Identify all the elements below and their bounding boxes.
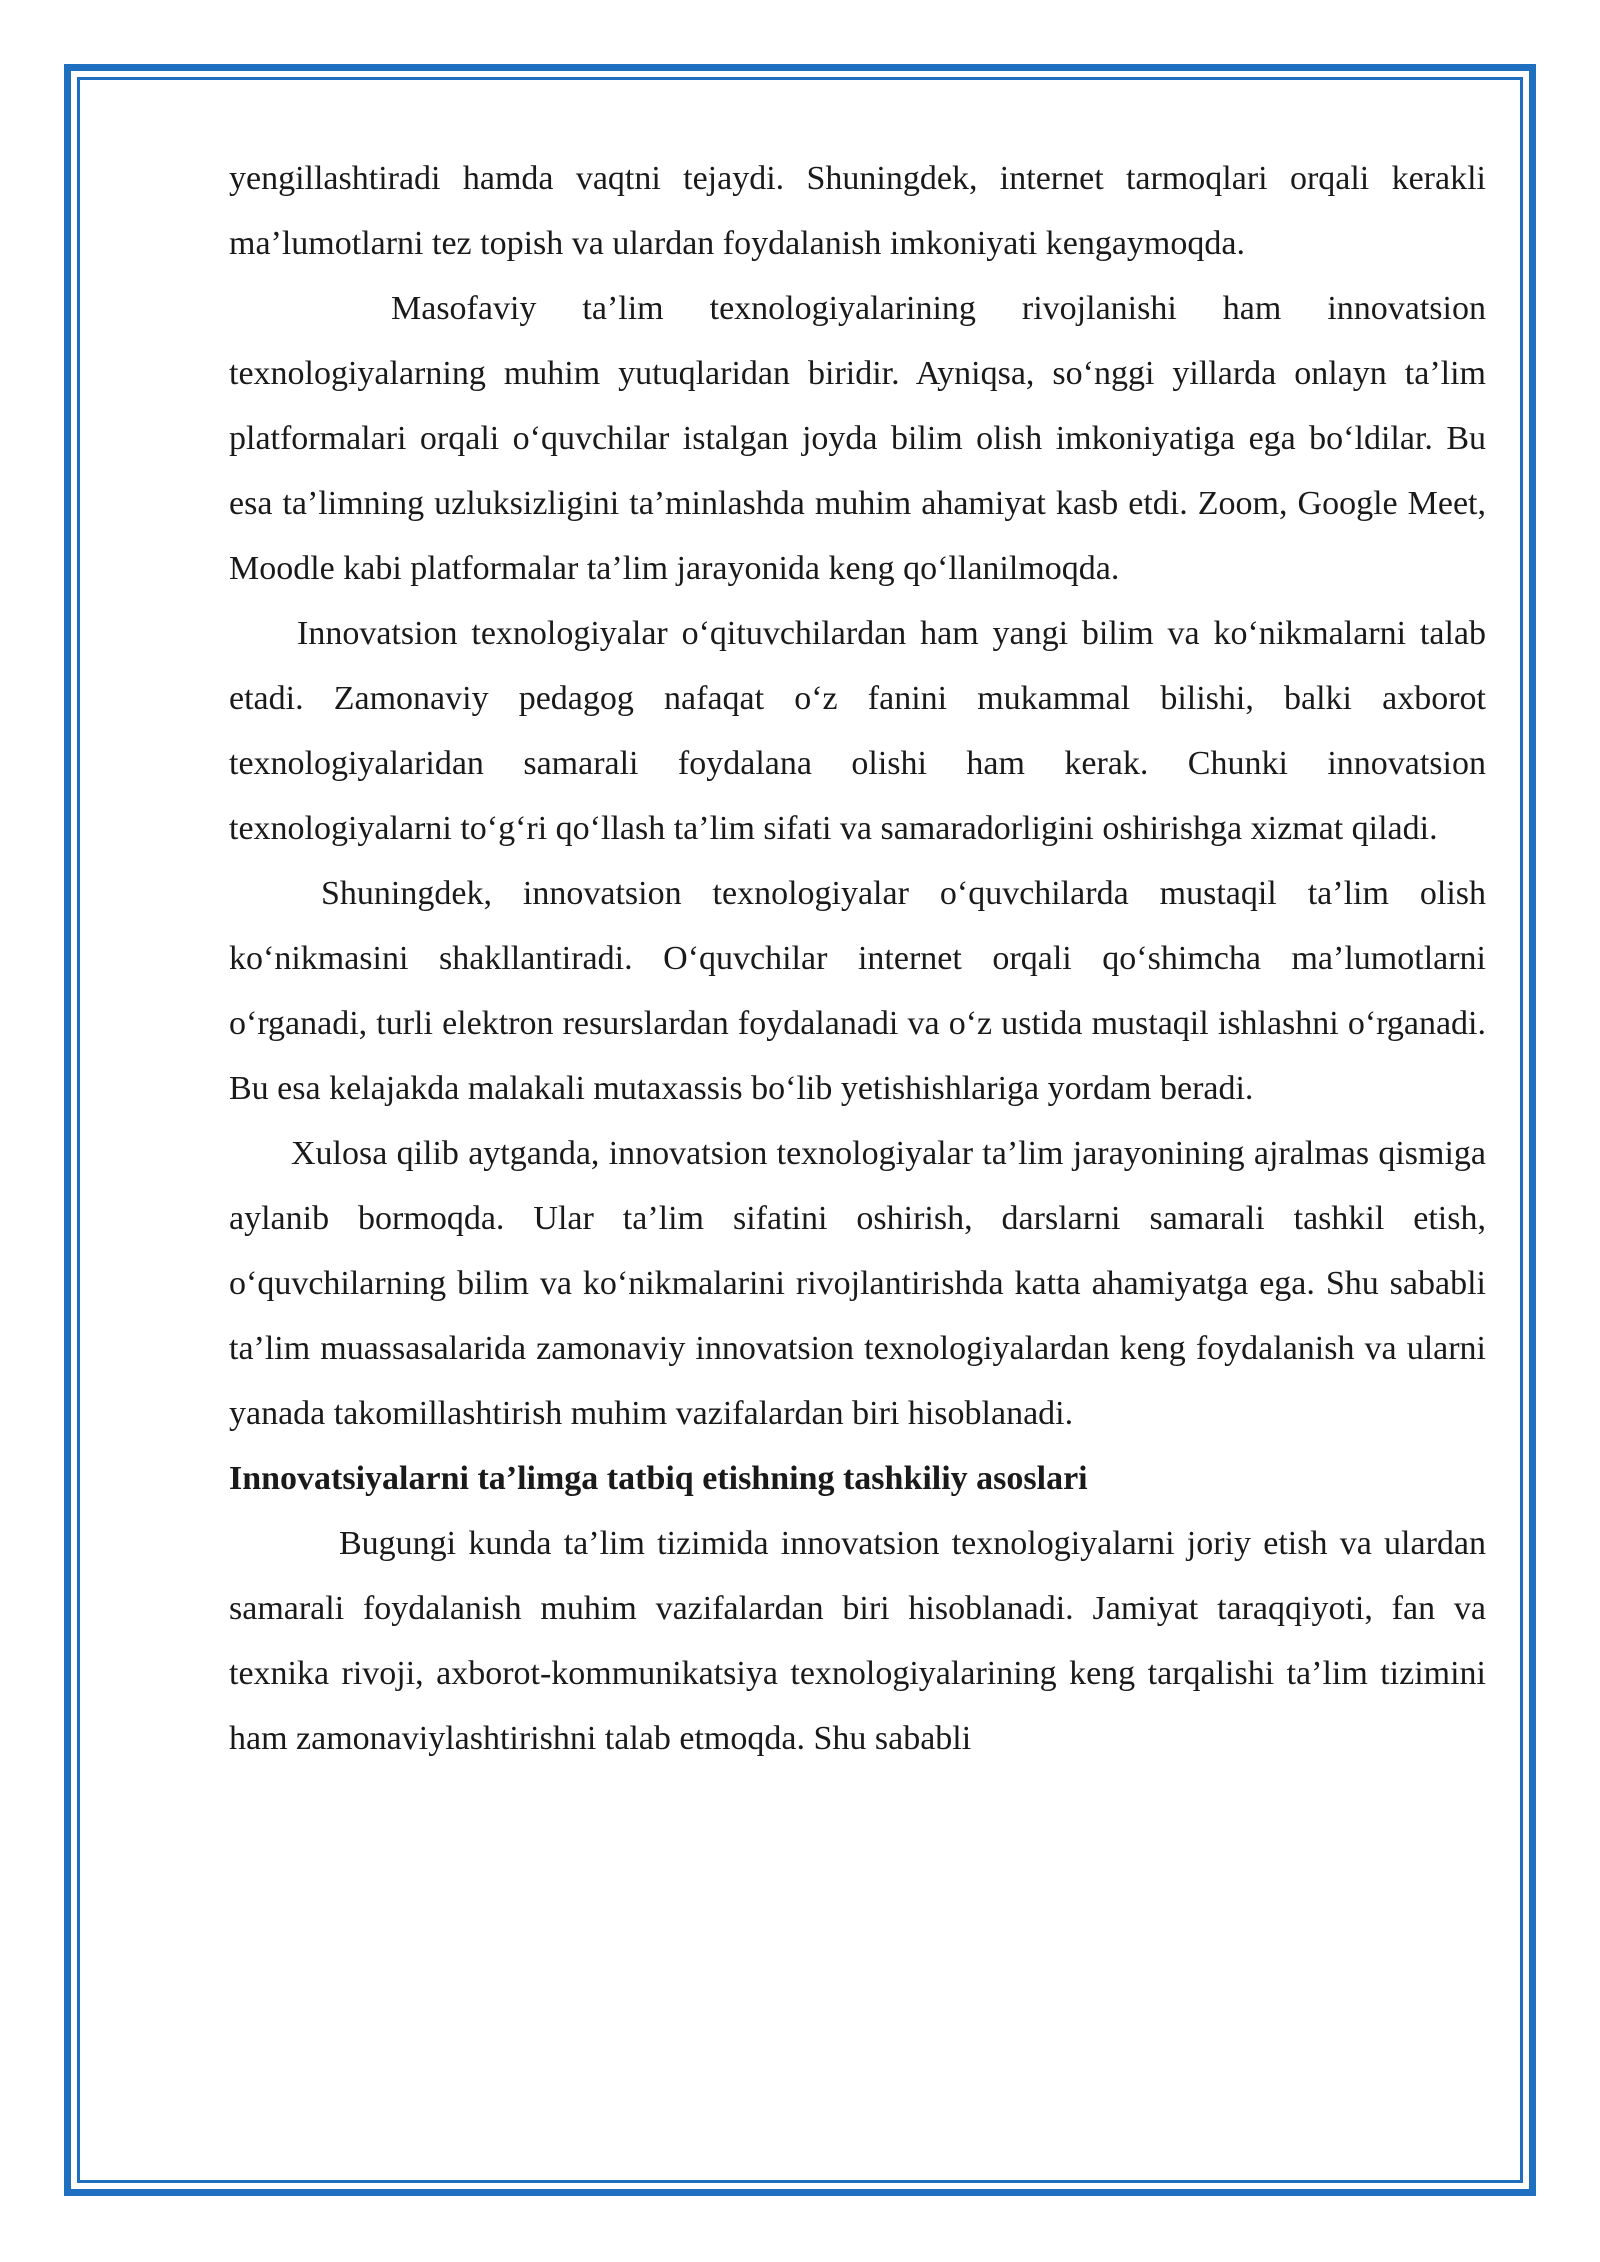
document-body [229,146,1486,1771]
paragraph-2: Masofaviy ta’lim texnologiyalarining rivojlanishi ham innovatsion texnologiyalarning muhim yutuqlaridan biridir. Ayniqsa, so‘nggi yillarda onlayn ta’lim platformalari orqali o‘quvchilar istalgan joyda bilim olish imkoniyatiga ega bo‘ldilar. Bu esa ta’limning uzluksizligini ta’minlashda muhim ahamiyat kasb etdi. Zoom, Google Meet, Moodle kabi platformalar ta’lim jarayonida keng qo‘llanilmoqda. [229,290,1486,587]
paragraph-4: Shuningdek, innovatsion texnologiyalar o‘quvchilarda mustaqil ta’lim olish ko‘nikmasini shakllantiradi. O‘quvchilar internet orqali qo‘shimcha ma’lumotlarni o‘rganadi, turli elektron resurslardan foydalanadi va o‘z ustida mustaqil ishlashni o‘rganadi. Bu esa kelajakda malakali mutaxassis bo‘lib yetishishlariga yordam beradi. [229,875,1486,1107]
paragraph-6: Bugungi kunda ta’lim tizimida innovatsion texnologiyalarni joriy etish va ulardan samarali foydalanish muhim vazifalardan biri hisoblanadi. Jamiyat taraqqiyoti, fan va texnika rivoji, axborot-kommunikatsiya texnologiyalarining keng tarqalishi ta’lim tizimini ham zamonaviylashtirishni talab etmoqda. Shu sababli [229,1525,1486,1757]
paragraph-5: Xulosa qilib aytganda, innovatsion texnologiyalar ta’lim jarayonining ajralmas qismiga aylanib bormoqda. Ular ta’lim sifatini oshirish, darslarni samarali tashkil etish, o‘quvchilarning bilim va ko‘nikmalarini rivojlantirishda katta ahamiyatga ega. Shu sababli ta’lim muassasalarida zamonaviy innovatsion texnologiyalardan keng foydalanish va ularni yanada takomillashtirish muhim vazifalardan biri hisoblanadi. [229,1135,1486,1432]
paragraph-1: yengillashtiradi hamda vaqtni tejaydi. Shuningdek, internet tarmoqlari orqali kerakli ma’lumotlarni tez topish va ulardan foydalanish imkoniyati kengaymoqda. [229,160,1486,262]
paragraph-3: Innovatsion texnologiyalar o‘qituvchilardan ham yangi bilim va ko‘nikmalarni talab etadi. Zamonaviy pedagog nafaqat o‘z fanini mukammal bilishi, balki axborot texnologiyalaridan samarali foydalana olishi ham kerak. Chunki innovatsion texnologiyalarni to‘g‘ri qo‘llash ta’lim sifati va samaradorligini oshirishga xizmat qiladi. [229,615,1486,847]
section-heading: Innovatsiyalarni ta’limga tatbiq etishning tashkiliy asoslari [229,1460,1088,1497]
